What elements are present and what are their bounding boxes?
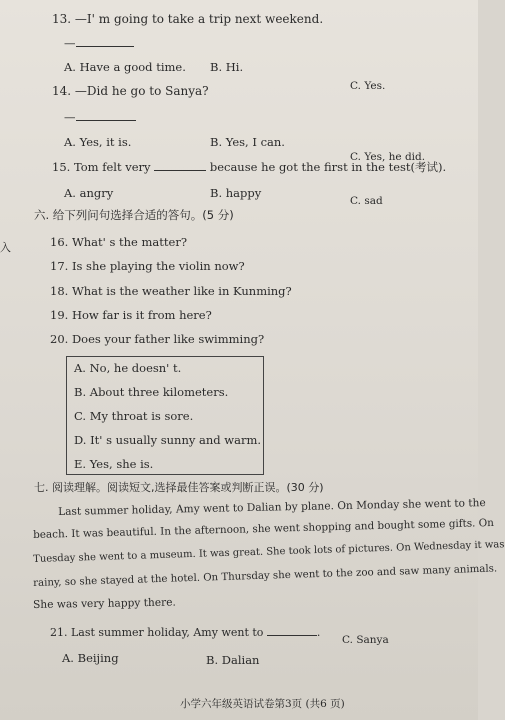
answer-c: C. My throat is sore.: [74, 409, 194, 423]
option-21a: A. Beijing: [62, 651, 119, 665]
question-13: 13. —I' m going to take a trip next weekend.: [52, 12, 324, 26]
passage-line-5: She was very happy there.: [33, 596, 176, 611]
passage-line-2: beach. It was beautiful. In the afternoon, she went shopping and bought some gifts. On: [33, 516, 495, 541]
option-13b: B. Hi.: [210, 60, 244, 74]
question-21: 21. Last summer holiday, Amy went to .: [50, 626, 321, 639]
timestamp-stamp: [0, 596, 1, 700]
answer-line-14: —: [64, 110, 136, 124]
answer-b: B. About three kilometers.: [74, 385, 229, 399]
section-6-heading: 六. 给下列问句选择合适的答句。(5 分): [34, 208, 234, 222]
question-14: 14. —Did he go to Sanya?: [52, 84, 209, 98]
option-15b: B. happy: [210, 186, 262, 200]
answer-d: D. It' s usually sunny and warm.: [74, 433, 262, 447]
option-15a: A. angry: [64, 186, 114, 200]
passage-line-1: Last summer holiday, Amy went to Dalian by plane. On Monday she went to the: [58, 497, 486, 518]
question-16: 16. What' s the matter?: [50, 235, 187, 249]
option-15c: C. sad: [350, 195, 383, 207]
question-17: 17. Is she playing the violin now?: [50, 259, 245, 273]
question-20: 20. Does your father like swimming?: [50, 332, 265, 346]
answer-e: E. Yes, she is.: [74, 457, 154, 471]
option-14c: C. Yes, he did.: [350, 151, 426, 163]
option-14a: A. Yes, it is.: [64, 135, 132, 149]
page-footer: 小学六年级英语试卷第3页 (共6 页): [180, 698, 345, 710]
passage-line-3: Tuesday she went to a museum. It was great. She took lots of pictures. On Wednesday it was: [33, 539, 505, 565]
section-7-heading: 七. 阅读理解。阅读短文,选择最佳答案或判断正误。(30 分): [34, 481, 324, 494]
option-13c: C. Yes.: [350, 80, 386, 92]
answer-line-13: —: [64, 36, 134, 50]
question-18: 18. What is the weather like in Kunming?: [50, 284, 292, 298]
answer-a: A. No, he doesn' t.: [74, 361, 182, 375]
question-19: 19. How far is it from here?: [50, 308, 212, 322]
option-13a: A. Have a good time.: [64, 60, 186, 74]
edge-text: 入: [0, 241, 11, 254]
option-14b: B. Yes, I can.: [210, 135, 285, 149]
passage-line-4: rainy, so she stayed at the hotel. On Thursday she went to the zoo and saw many animals.: [33, 563, 498, 589]
option-21b: B. Dalian: [206, 653, 260, 667]
question-15: 15. Tom felt very because he got the first in the test(考试).: [52, 160, 447, 174]
option-21c: C. Sanya: [342, 634, 389, 646]
